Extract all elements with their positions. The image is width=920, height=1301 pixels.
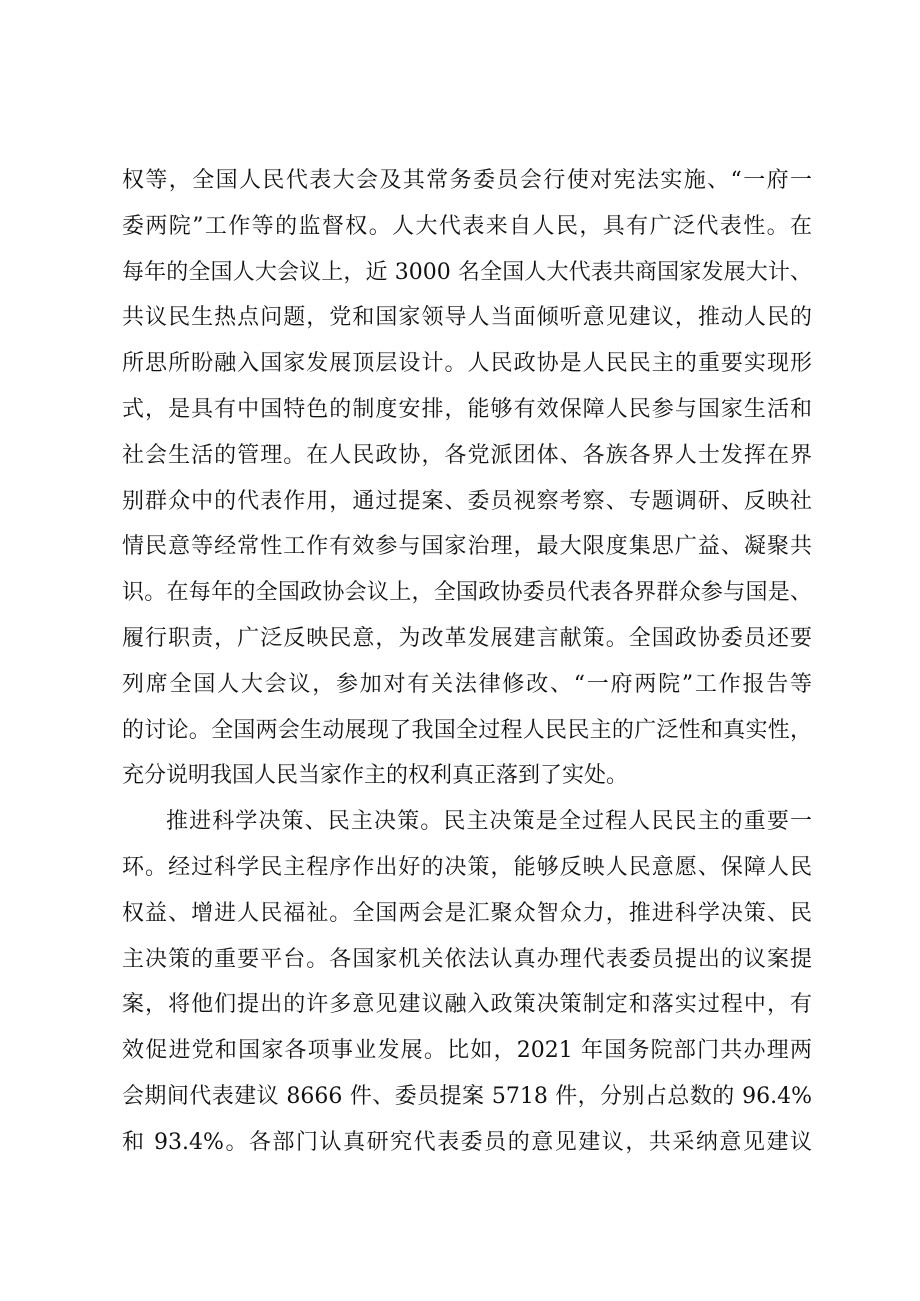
text-line: 权益、增进人民福祉。全国两会是汇聚众智众力，推进科学决策、民 <box>122 900 812 926</box>
text-line: 和 93.4%。各部门认真研究代表委员的意见建议，共采纳意见建议 <box>122 1129 812 1155</box>
text-line: 案，将他们提出的许多意见建议融入政策决策制定和落实过程中，有 <box>122 992 812 1018</box>
text-line: 社会生活的管理。在人民政协，各党派团体、各族各界人士发挥在界 <box>122 442 812 468</box>
text-line: 每年的全国人大会议上，近 3000 名全国人大代表共商国家发展大计、 <box>122 259 812 285</box>
paragraph-2 <box>122 799 812 1165</box>
text-line: 的讨论。全国两会生动展现了我国全过程人民民主的广泛性和真实性， <box>122 717 812 743</box>
text-line: 履行职责，广泛反映民意，为改革发展建言献策。全国政协委员还要 <box>122 625 812 651</box>
text-line: 式，是具有中国特色的制度安排，能够有效保障人民参与国家生活和 <box>122 396 812 422</box>
text-line: 充分说明我国人民当家作主的权利真正落到了实处。 <box>122 763 629 789</box>
text-line: 权等，全国人民代表大会及其常务委员会行使对宪法实施、“一府一 <box>122 168 812 193</box>
text-line: 识。在每年的全国政协会议上，全国政协委员代表各界群众参与国是、 <box>122 580 812 606</box>
text-line: 会期间代表建议 8666 件、委员提案 5718 件，分别占总数的 96.4% <box>122 1083 812 1109</box>
text-line: 主决策的重要平台。各国家机关依法认真办理代表委员提出的议案提 <box>122 946 812 972</box>
text-line: 共议民生热点问题，党和国家领导人当面倾听意见建议，推动人民的 <box>122 305 812 331</box>
text-line: 所思所盼融入国家发展顶层设计。人民政协是人民民主的重要实现形 <box>122 351 812 377</box>
text-line: 列席全国人大会议，参加对有关法律修改、“一府两院”工作报告等 <box>122 671 812 697</box>
text-line: 情民意等经常性工作有效参与国家治理，最大限度集思广益、凝聚共 <box>122 534 812 560</box>
document-body <box>122 158 812 1166</box>
paragraph-1 <box>122 158 812 799</box>
text-line: 委两院”工作等的监督权。人大代表来自人民，具有广泛代表性。在 <box>122 213 812 239</box>
text-line: 推进科学决策、民主决策。民主决策是全过程人民民主的重要一 <box>166 809 812 835</box>
text-line: 别群众中的代表作用，通过提案、委员视察考察、专题调研、反映社 <box>122 488 812 514</box>
text-line: 效促进党和国家各项事业发展。比如，2021 年国务院部门共办理两 <box>122 1038 812 1064</box>
text-line: 环。经过科学民主程序作出好的决策，能够反映人民意愿、保障人民 <box>122 854 812 880</box>
